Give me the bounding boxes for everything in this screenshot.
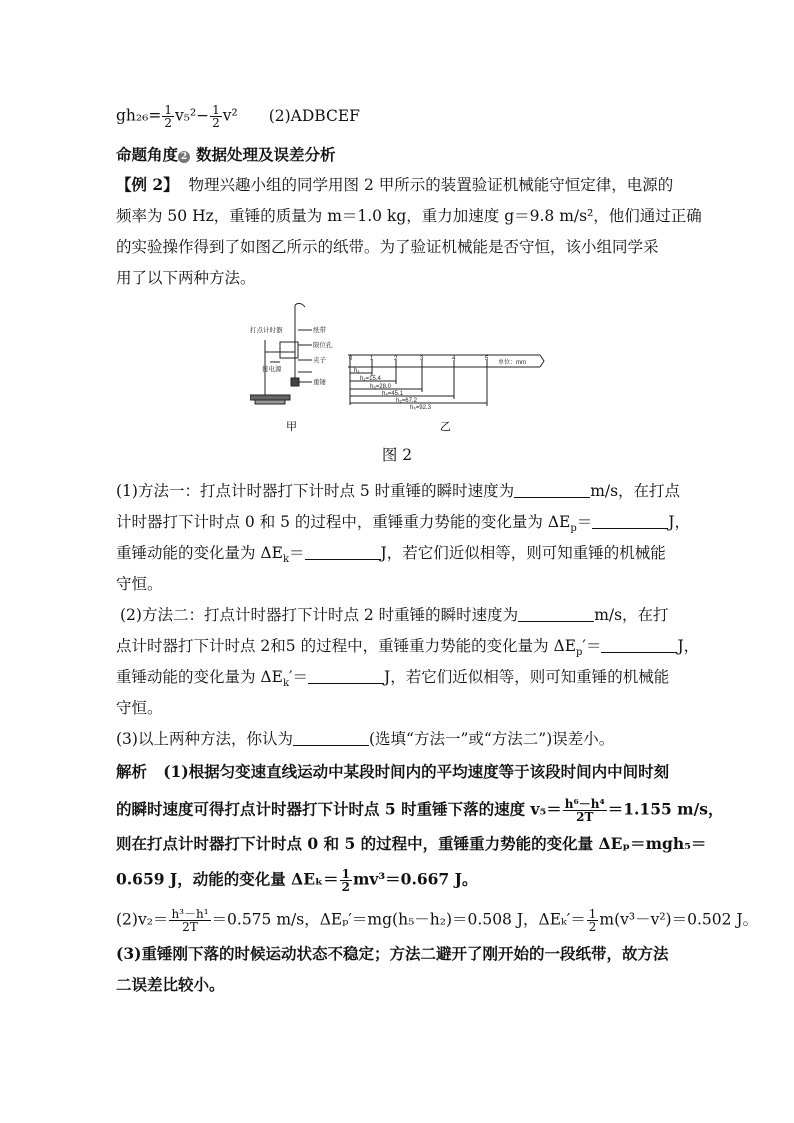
tape-point-2: 2 xyxy=(394,356,398,362)
q3-line: (3)以上两种方法，你认为 (选填“方法一”或“方法二”)误差小。 xyxy=(116,730,615,748)
tape-point-4: 4 xyxy=(452,356,456,362)
fraction: $\frac{\text{h³－h¹}}{2T}$ xyxy=(171,907,209,934)
example-line-2: 频率为 50 Hz，重锤的质量为 m＝1.0 kg，重力加速度 g＝9.8 m/s²，他们通过正确 xyxy=(116,207,702,225)
tape-h3: h₃=28.0 xyxy=(370,384,391,390)
apparatus-diagram xyxy=(250,303,312,404)
fraction: $\frac{1}{2}$ xyxy=(588,907,597,934)
solution-line-1: 解析 (1)根据匀变速直线运动中某段时间内的平均速度等于该段时间内中间时刻 xyxy=(116,762,670,781)
answer-blank[interactable] xyxy=(293,730,369,746)
fraction: $\frac{\text{h⁶－h⁴}}{2T}$ xyxy=(564,797,605,824)
answer-lhs: gh₂₆= xyxy=(116,106,162,125)
q1-line-1: (1)方法一：打点计时器打下计时点 5 时重锤的瞬时速度为 m/s，在打点 xyxy=(116,482,681,500)
apparatus-labels xyxy=(250,325,333,386)
label-jia: 甲 xyxy=(286,420,297,433)
tape-point-0: 0 xyxy=(349,356,353,362)
q1-line-3: 重锤动能的变化量为 $\Delta E_k= J$，若它们近似相等，则可知重锤的机械能 xyxy=(116,544,666,566)
answer-term2: v² xyxy=(222,106,238,125)
q1-line-4: 守恒。 xyxy=(116,575,163,593)
solution-line-3: 则在打点计时器打下计时点 0 和 5 的过程中，重锤重力势能的变化量 ΔEₚ＝mgh₅＝ xyxy=(116,834,707,853)
q1-line-2: 计时器打下计时点 0 和 5 的过程中，重锤重力势能的变化量为 $\Delta E_p= J$， xyxy=(116,513,691,535)
answer-blank[interactable] xyxy=(514,482,590,498)
q2-line-2: 点计时器打下计时点 2和5 的过程中，重锤重力势能的变化量为 $\Delta E_p'= J$， xyxy=(116,637,700,659)
answer-part2: (2)ADBCEF xyxy=(268,106,360,125)
example-line-4: 用了以下两种方法。 xyxy=(116,269,256,287)
label-clip: 夹子 xyxy=(313,357,326,364)
answer-blank[interactable] xyxy=(305,544,381,560)
solution-line-6: (3)重锤刚下落的时候运动状态不稳定；方法二避开了刚开始的一段纸带，故方法 xyxy=(116,944,669,963)
section-heading xyxy=(116,145,686,165)
tape-h6: h₆=92.3 xyxy=(410,405,431,411)
tape-point-1: 1 xyxy=(370,356,374,362)
label-weight: 重锤 xyxy=(313,379,326,386)
q2-line-1: (2)方法二：打点计时器打下计时点 2 时重锤的瞬时速度为 m/s，在打 xyxy=(120,606,669,624)
answer-term1: v₅² xyxy=(174,106,197,125)
answer-line: gh₂₆= $\frac{1}{2}$ v₅²− $\frac{1}{2}$ v² (2)ADBCEF xyxy=(116,103,360,130)
fraction: $\frac{1}{2}$ xyxy=(212,103,220,130)
solution-line-5: (2)v₂＝ $\frac{\text{h³－h¹}}{2T}$ ＝0.575 m/s，ΔEₚ′＝mg(h₅－h₂)＝0.508 J，ΔEₖ′＝ $\frac{1}{2}$ m(v³－v²)＝0.502 J。 xyxy=(116,907,759,934)
tape-h5: h₅=67.2 xyxy=(396,398,417,404)
solution-line-7: 二误差比较小。 xyxy=(116,975,225,994)
answer-blank[interactable] xyxy=(518,606,594,622)
tape-h4: h₄=45.1 xyxy=(382,391,403,397)
experiment-figure xyxy=(250,300,550,435)
answer-blank[interactable] xyxy=(592,513,668,529)
figure-caption: 图 2 xyxy=(381,446,413,464)
solution-label: 解析 xyxy=(116,762,148,781)
tape-point-5: 5 xyxy=(485,356,489,362)
example-line-1: 【例 2】 物理兴趣小组的同学用图 2 甲所示的装置验证机械能守恒定律，电源的 xyxy=(116,175,674,194)
solution-line-4: 0.659 J，动能的变化量 ΔEₖ＝ $\frac{1}{2}$ mv³＝0.667 J。 xyxy=(116,867,478,894)
answer-blank[interactable] xyxy=(601,637,677,653)
q2-line-4: 守恒。 xyxy=(116,699,163,717)
label-timer: 打点计时器 xyxy=(250,327,283,334)
number-badge-icon: 2 xyxy=(178,151,190,163)
label-yi: 乙 xyxy=(440,420,451,433)
section-title: 数据处理及误差分析 xyxy=(196,145,336,164)
example-line-3: 的实验操作得到了如图乙所示的纸带。为了验证机械能是否守恒，该小组同学采 xyxy=(116,238,659,256)
label-power: 接电源 xyxy=(262,366,282,373)
q2-line-3: 重锤动能的变化量为 $\Delta E_k'= J$，若它们近似相等，则可知重锤的机械能 xyxy=(116,668,670,690)
label-tape: 纸带 xyxy=(313,327,326,334)
example-label: 【例 2】 xyxy=(116,175,179,194)
answer-blank[interactable] xyxy=(308,668,384,684)
tape-unit: 单位：mm xyxy=(498,360,526,366)
tape-h2: h₂=15.4 xyxy=(360,376,381,382)
label-limit-hole: 限位孔 xyxy=(313,342,333,349)
tape-point-3: 3 xyxy=(420,356,424,362)
fraction: $\frac{1}{2}$ xyxy=(164,103,172,130)
section-prefix: 命题角度 xyxy=(116,145,179,164)
solution-line-2: 的瞬时速度可得打点计时器打下计时点 5 时重锤下落的速度 v₅＝ $\frac{\text{h⁶－h⁴}}{2T}$ ＝1.155 m/s， xyxy=(116,797,724,824)
fraction: $\frac{1}{2}$ xyxy=(341,867,350,894)
tape-h1: h₁ xyxy=(354,368,360,374)
